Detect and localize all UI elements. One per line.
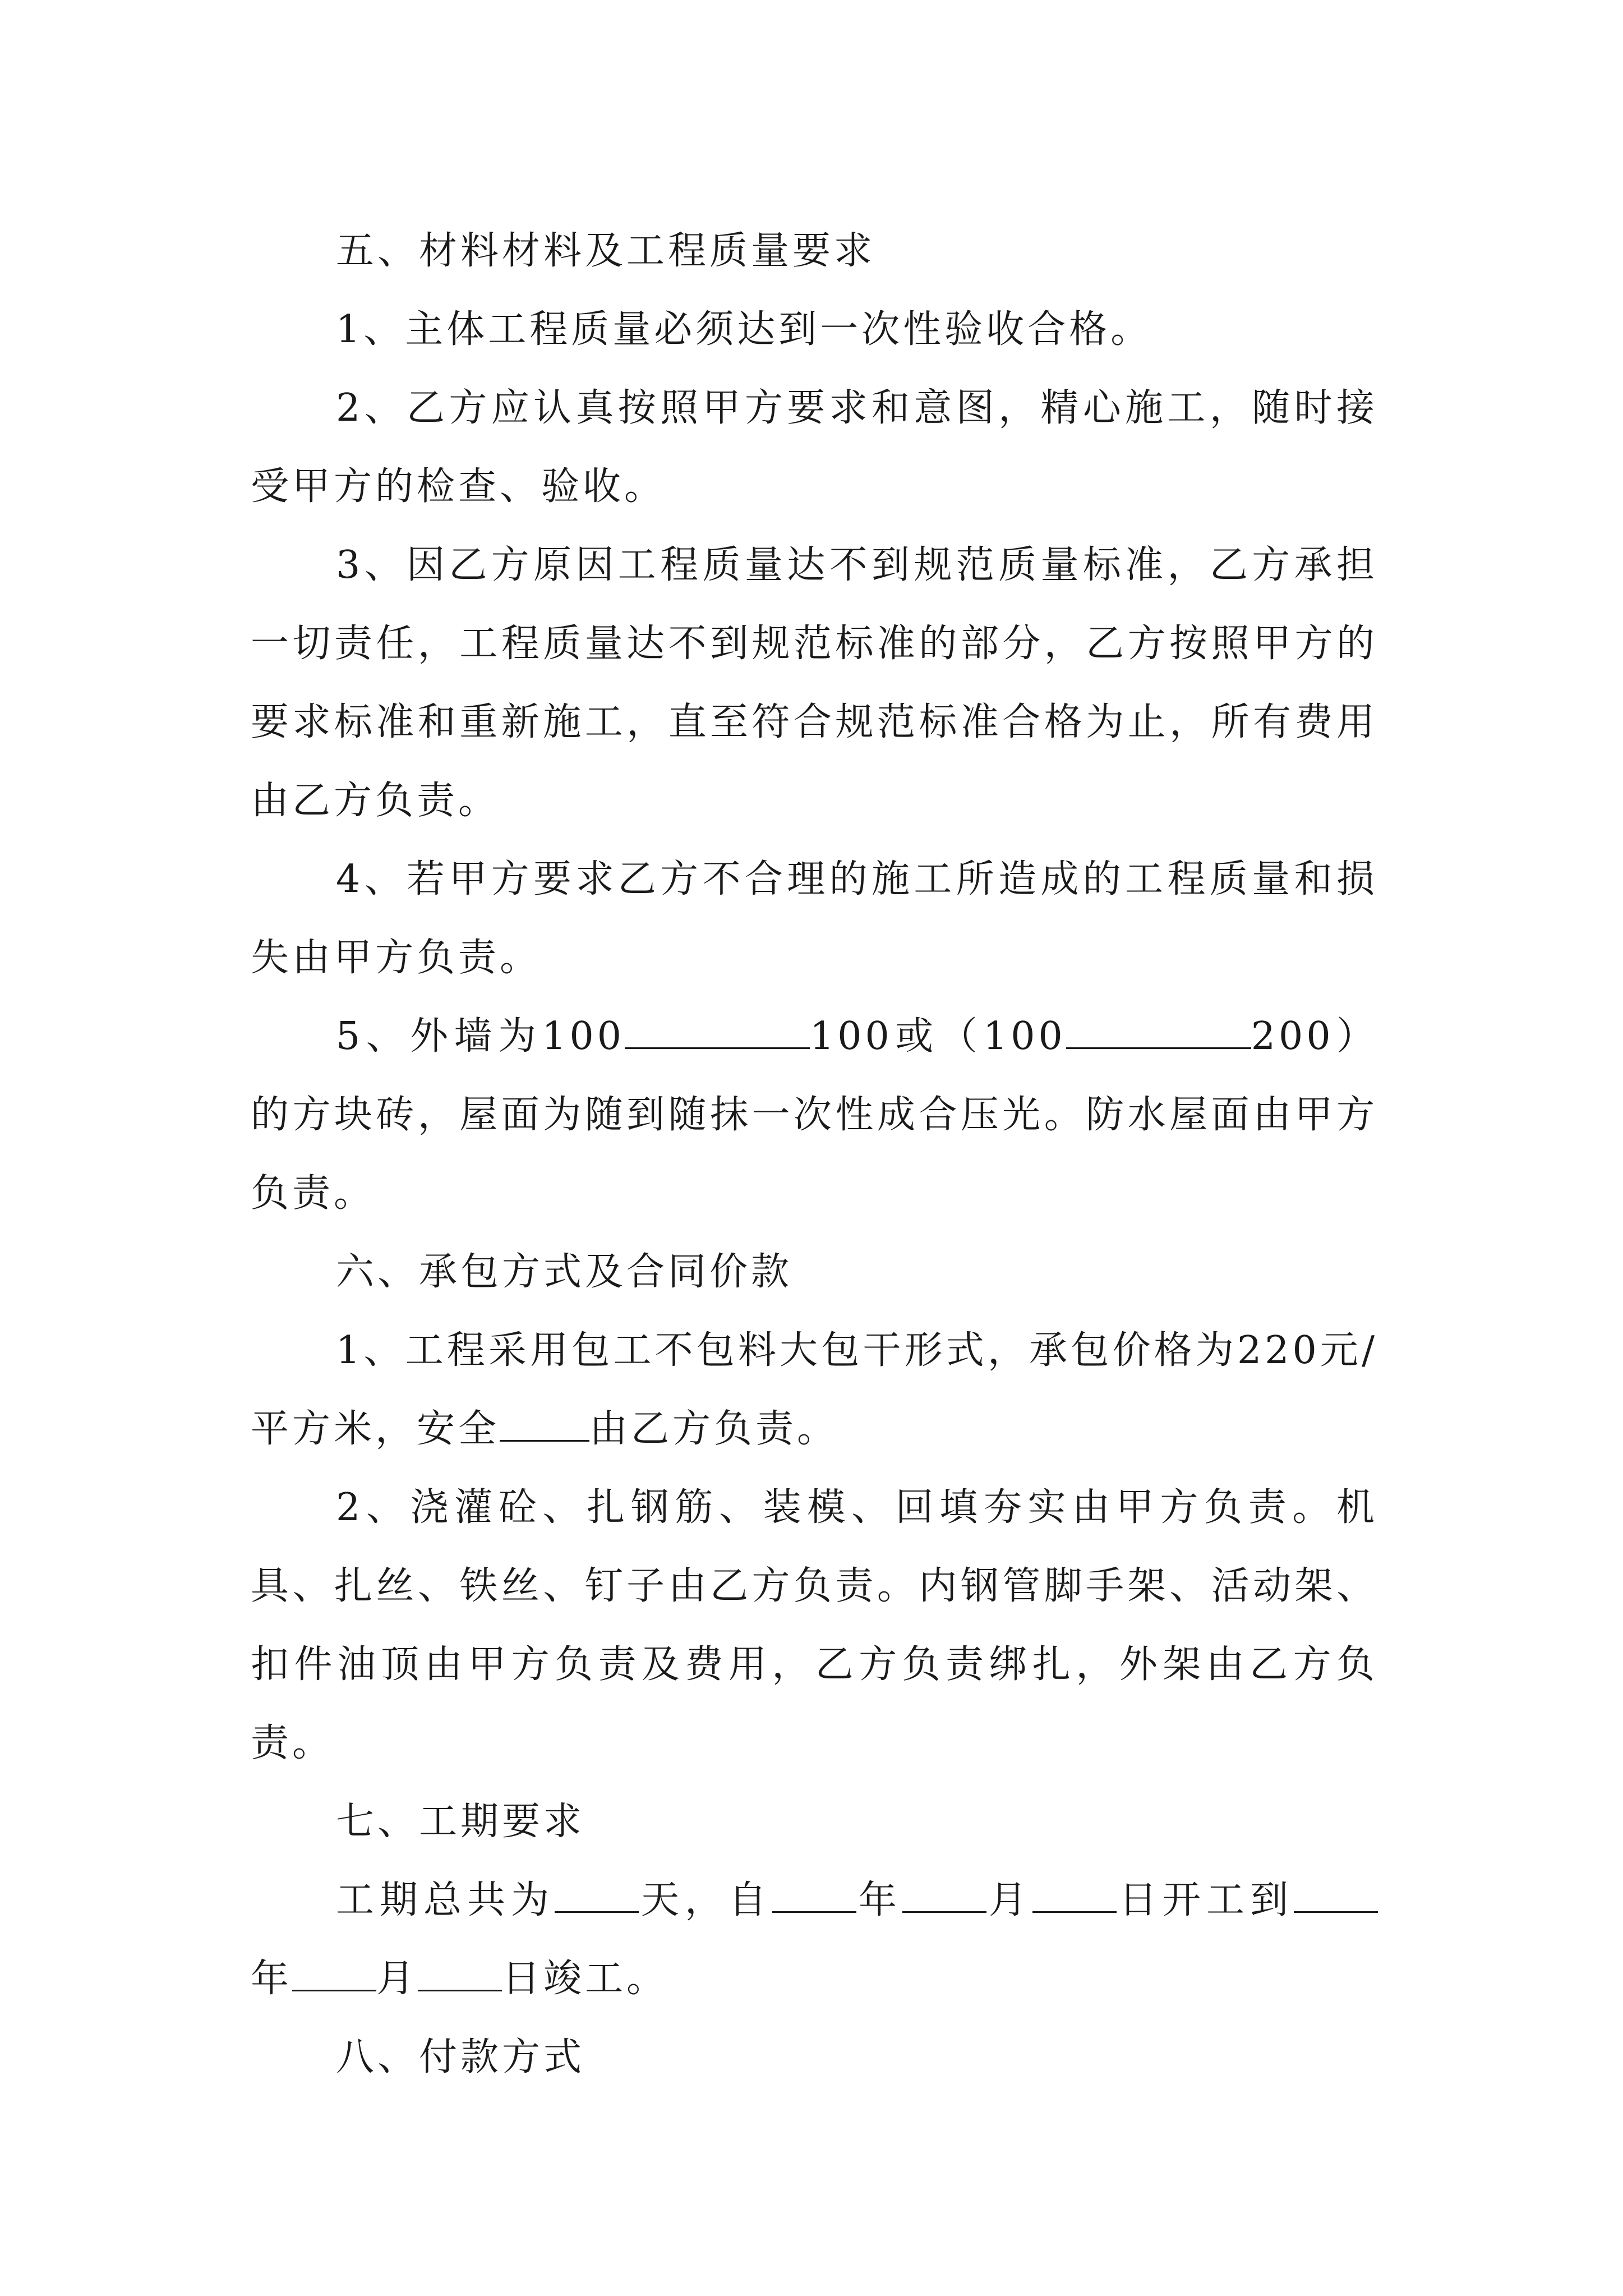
blank-line [555, 1879, 639, 1913]
text-segment: 1、工程采用包工不包料大包干形式，承包价格为220元/平方米，安全 [251, 1328, 1378, 1451]
text-segment: 由乙方负责。 [589, 1407, 839, 1451]
blank-line [625, 1015, 810, 1049]
text-segment: 天，自 [638, 1878, 772, 1922]
blank-line [1066, 1015, 1251, 1049]
blank-line [902, 1879, 986, 1913]
section-heading-5: 五、材料材料及工程质量要求 [336, 229, 876, 273]
section-heading-6: 六、承包方式及合同价款 [336, 1250, 793, 1294]
blank-line [500, 1407, 589, 1442]
text-segment: 年 [251, 1957, 293, 2001]
text-segment: 工期总共为 [336, 1878, 555, 1922]
text-segment: 月 [376, 1957, 418, 2001]
paragraph-6-2: 2、浇灌砼、扎钢筋、装模、回填夯实由甲方负责。机具、扎丝、铁丝、钉子由乙方负责。内钢管脚手架、活动架、扣件油顶由甲方负责及费用，乙方负责绑扎，外架由乙方负责。 [251, 1485, 1378, 1765]
blank-line [292, 1957, 376, 1991]
blank-line [1032, 1879, 1117, 1913]
text-segment: 5、外墙为100 [336, 1014, 625, 1059]
text-segment: 年 [856, 1878, 902, 1922]
text-segment: 100或（100 [810, 1014, 1066, 1059]
section-heading-7: 七、工期要求 [336, 1800, 585, 1844]
paragraph-6-1 [251, 1312, 1378, 1469]
text-segment: 日竣工。 [502, 1957, 668, 2001]
blank-line [418, 1957, 502, 1991]
paragraph-5-3: 3、因乙方原因工程质量达不到规范质量标准，乙方承担一切责任，工程质量达不到规范标准的部分，乙方按照甲方的要求标准和重新施工，直至符合规范标准合格为止，所有费用由乙方负责。 [251, 543, 1378, 823]
paragraph-5-5 [251, 997, 1378, 1233]
text-segment: 日开工到 [1116, 1878, 1294, 1922]
paragraph-5-1: 1、主体工程质量必须达到一次性验收合格。 [336, 307, 1152, 352]
text-segment: 200）的方块砖，屋面为随到随抹一次性成合压光。防水屋面由甲方负责。 [251, 1014, 1378, 1216]
document-body [251, 212, 1378, 2097]
paragraph-5-4: 4、若甲方要求乙方不合理的施工所造成的工程质量和损失由甲方负责。 [251, 857, 1378, 980]
blank-line [772, 1879, 856, 1913]
section-heading-8: 八、付款方式 [336, 2035, 585, 2079]
blank-line [1294, 1879, 1378, 1913]
paragraph-5-2: 2、乙方应认真按照甲方要求和意图，精心施工，随时接受甲方的检查、验收。 [251, 386, 1378, 509]
paragraph-7-schedule [251, 1861, 1378, 2018]
text-segment: 月 [986, 1878, 1032, 1922]
